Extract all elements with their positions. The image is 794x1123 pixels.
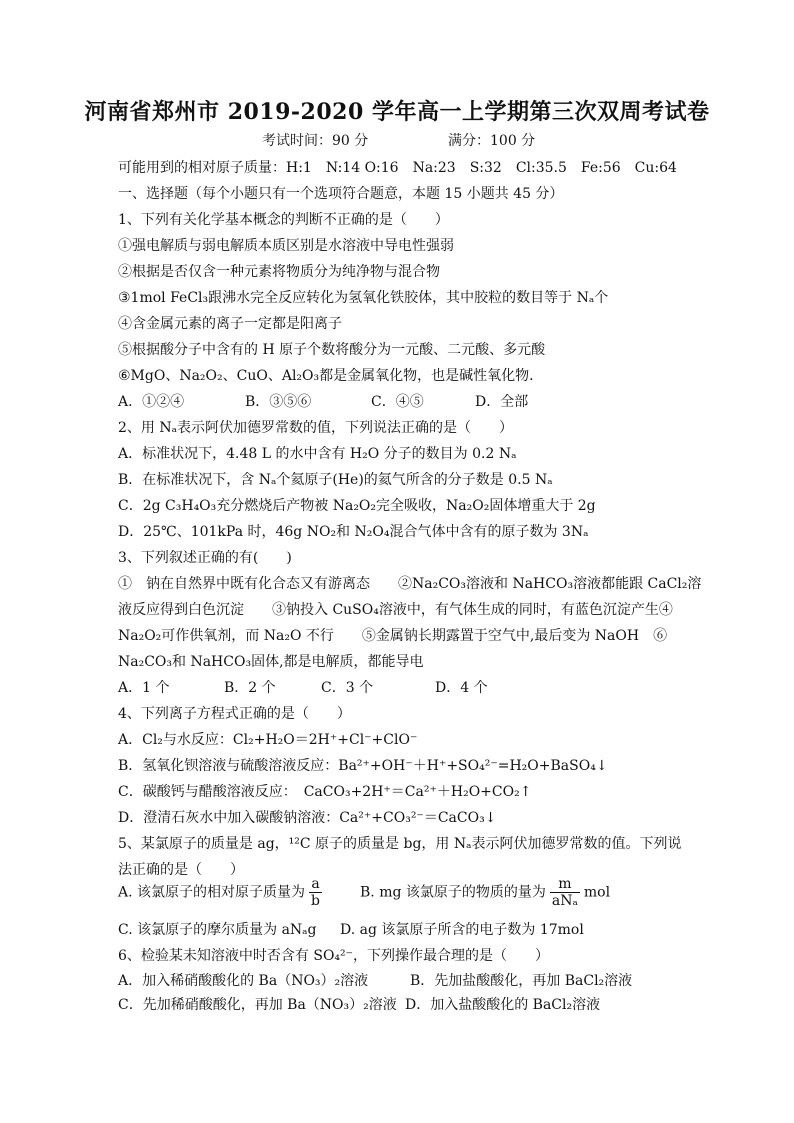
question-1-statement-1: ①强电解质与弱电解质本质区别是水溶液中导电性强弱 <box>118 238 454 254</box>
full-score: 满分：100 分 <box>448 133 536 149</box>
question-2-option-a: A．标准状况下，4.48 L 的水中含有 H₂O 分子的数目为 0.2 Nₐ <box>118 446 517 462</box>
question-1-option-b: B．③⑤⑥ <box>245 394 312 410</box>
question-6-option-b: B．先加盐酸酸化，再加 BaCl₂溶液 <box>410 973 633 989</box>
question-2-option-b: B．在标准状况下，含 Nₐ个氦原子(He)的氦气所含的分子数是 0.5 Nₐ <box>118 472 553 488</box>
question-6-stem: 6、检验某未知溶液中时否含有 SO₄²⁻，下列操作最合理的是（ ） <box>118 948 550 964</box>
question-6-option-c: C．先加稀硝酸酸化，再加 Ba（NO₃）₂溶液 <box>118 997 397 1013</box>
question-5-option-c: C. 该氯原子的摩尔质量为 aNₐg <box>118 922 317 938</box>
question-4-stem: 4、下列离子方程式正确的是（ ） <box>118 706 351 722</box>
question-5-stem-line-1: 5、某氯原子的质量是 ag，¹²C 原子的质量是 bg，用 Nₐ表示阿伏加德罗常数的值。下列说 <box>118 836 682 852</box>
question-1-statement-5: ⑤根据酸分子中含有的 H 原子个数将酸分为一元酸、二元酸、多元酸 <box>118 342 546 358</box>
question-1-statement-6: ⑥MgO、Na₂O₂、CuO、Al₂O₃都是金属氧化物，也是碱性氧化物． <box>118 368 544 384</box>
mol-unit: mol <box>583 884 611 901</box>
question-3-line-4: Na₂CO₃和 NaHCO₃固体,都是电解质，都能导电 <box>118 654 424 670</box>
question-3-line-2: 液反应得到白色沉淀 ③钠投入 CuSO₄溶液中，有气体生成的同时，有蓝色沉淀产生④ <box>118 602 673 618</box>
question-6-option-d: D．加入盐酸酸化的 BaCl₂溶液 <box>405 997 601 1013</box>
question-5-option-d: D. ag 该氯原子所含的电子数为 17mol <box>340 922 584 938</box>
question-1-statement-2: ②根据是否仅含一种元素将物质分为纯净物与混合物 <box>118 264 440 280</box>
question-5-stem-line-2: 法正确的是（ ） <box>118 862 244 878</box>
question-3-line-1: ① 钠在自然界中既有化合态又有游离态 ②Na₂CO₃溶液和 NaHCO₃溶液都能跟 CaCl₂溶 <box>118 576 702 592</box>
atomic-mass-line: 可能用到的相对原子质量：H:1 N:14 O:16 Na:23 S:32 Cl:35.5 Fe:56 Cu:64 <box>118 160 677 176</box>
question-3-option-a: A．1 个 <box>118 680 170 696</box>
question-2-option-c: C．2g C₃H₄O₃充分燃烧后产物被 Na₂O₂完全吸收，Na₂O₂固体增重大于 2g <box>118 498 596 514</box>
question-5-option-a <box>118 876 326 909</box>
question-2-option-d: D．25℃、101kPa 时，46g NO₂和 N₂O₄混合气体中含有的原子数为 3Nₐ <box>118 524 589 540</box>
question-5-option-a-text: A. 该氯原子的相对原子质量为 <box>118 884 306 901</box>
fraction-a-over-b: $\frac{a}{b}$ <box>311 876 320 909</box>
question-1-statement-3: ③1mol FeCl₃跟沸水完全反应转化为氢氧化铁胶体，其中胶粒的数目等于 Nₐ个 <box>118 290 609 306</box>
question-5-option-b-text: B. mg 该氯原子的物质的量为 <box>360 884 546 901</box>
exam-title: 河南省郑州市 2019-2020 学年高一上学期第三次双周考试卷 <box>84 99 710 125</box>
question-3-stem: 3、下列叙述正确的有( ) <box>118 550 292 566</box>
question-2-stem: 2、用 Nₐ表示阿伏加德罗常数的值，下列说法正确的是（ ） <box>118 420 514 436</box>
question-6-option-a: A．加入稀硝酸酸化的 Ba（NO₃）₂溶液 <box>118 973 369 989</box>
question-3-option-b: B．2 个 <box>224 680 276 696</box>
section-heading: 一、选择题（每个小题只有一个选项符合题意，本题 15 小题共 45 分） <box>118 186 564 202</box>
question-1-option-a: A．①②④ <box>118 394 185 410</box>
question-3-option-d: D．4 个 <box>435 680 488 696</box>
exam-time: 考试时间：90 分 <box>262 133 369 149</box>
question-4-option-d: D．澄清石灰水中加入碳酸钠溶液：Ca²⁺+CO₃²⁻＝CaCO₃↓ <box>118 810 497 826</box>
question-3-line-3: Na₂O₂可作供氧剂，而 Na₂O 不行 ⑤金属钠长期露置于空气中,最后变为 NaOH ⑥ <box>118 628 668 644</box>
question-4-option-c: C．碳酸钙与醋酸溶液反应： CaCO₃+2H⁺＝Ca²⁺＋H₂O+CO₂↑ <box>118 784 532 800</box>
question-4-option-b: B．氢氧化钡溶液与硫酸溶液反应：Ba²⁺+OH⁻＋H⁺+SO₄²⁻=H₂O+BaSO₄↓ <box>118 758 608 774</box>
question-1-option-c: C．④⑤ <box>371 394 424 410</box>
question-1-stem: 1、下列有关化学基本概念的判断不正确的是（ ） <box>118 212 449 228</box>
question-3-option-c: C．3 个 <box>321 680 374 696</box>
question-4-option-a: A．Cl₂与水反应：Cl₂+H₂O＝2H⁺+Cl⁻+ClO⁻ <box>118 732 418 748</box>
question-1-statement-4: ④含金属元素的离子一定都是阳离子 <box>118 316 342 332</box>
question-5-option-b <box>360 876 610 909</box>
question-1-option-d: D．全部 <box>475 394 529 410</box>
fraction-m-over-ana: $\frac{m}{\text{aNₐ}}$ <box>551 876 578 909</box>
